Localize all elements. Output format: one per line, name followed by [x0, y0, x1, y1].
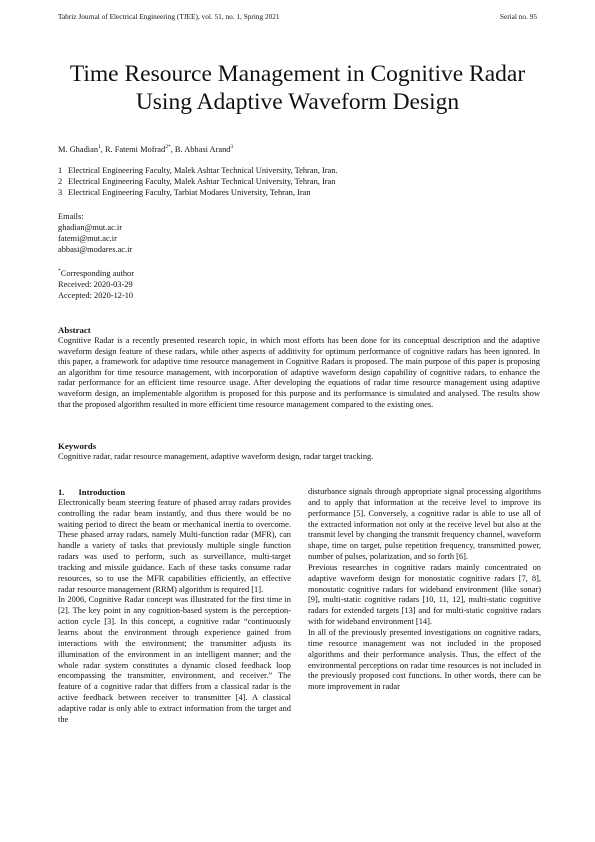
author-name: R. Fatemi Mofrad	[104, 144, 166, 154]
serial-number: Serial no. 95	[499, 12, 537, 21]
author-separator: ,	[170, 144, 175, 154]
keywords-heading: Keywords	[58, 441, 97, 451]
email-link[interactable]: fatemi@mut.ac.ir	[58, 234, 117, 243]
corresponding-label: Corresponding author	[60, 268, 135, 278]
left-column	[58, 487, 291, 726]
paper-title	[40, 60, 555, 116]
affiliation-text: Electrical Engineering Faculty, Tarbiat Modares University, Tehran, Iran	[68, 188, 311, 197]
author-affiliation-mark: 1	[98, 144, 101, 150]
affiliation-text: Electrical Engineering Faculty, Malek Ashtar Technical University, Tehran, Iran	[68, 177, 336, 186]
correspondence-info	[58, 266, 134, 301]
body-paragraph: In all of the previously presented investigations on cognitive radars, time resource management was not included in the proposed algorithms and their performance analysis. Thus, the effect of the environmental perceptions on radar time resources is not included in the previously proposed cost functions. In other words, there can be more improvement in radar	[308, 627, 541, 692]
section-title: Introduction	[78, 487, 126, 497]
email-label: Emails:	[58, 212, 84, 221]
received-date: Received: 2020-03-29	[58, 279, 133, 289]
affiliation-list	[58, 165, 538, 198]
body-paragraph: In 2006, Cognitive Radar concept was illustrated for the first time in [2]. The key point in any cognition-based system is the perception-action cycle [3]. In this concept, a cognitive radar “continuously learns about the environment through experience gained from interactions with the environment; the transmitter adjusts its illumination of the environment in an intelligent manner; and the whole radar system constitutes a dynamic closed feedback loop encompassing the transmitter, environment, and receiver.” The feature of a cognitive radar that differs from a classical radar is the active feedback between receiver to transmitter [4]. A classical adaptive radar is only able to extract information from the target and the	[58, 595, 291, 724]
corresponding-mark: *	[58, 268, 61, 274]
email-section	[58, 211, 132, 255]
corresponding-author-note	[58, 266, 134, 279]
email-link[interactable]: ghadian@mut.ac.ir	[58, 223, 122, 232]
title-line-1: Time Resource Management in Cognitive Radar	[69, 61, 526, 87]
right-column	[308, 487, 541, 693]
affiliation-item	[58, 176, 538, 187]
introduction-heading	[58, 487, 291, 498]
journal-header: Tabriz Journal of Electrical Engineering (TJEE), vol. 51, no. 1, Spring 2021	[58, 12, 280, 21]
affiliation-text: Electrical Engineering Faculty, Malek Ashtar Technical University, Tehran, Iran.	[68, 166, 338, 175]
affiliation-number: 2	[58, 177, 63, 186]
author-list	[58, 142, 233, 155]
keywords-text: Cognitive radar, radar resource management, adaptive waveform design, radar target tracking.	[58, 452, 374, 461]
abstract-section	[58, 325, 540, 410]
affiliation-item	[58, 165, 538, 176]
abstract-heading: Abstract	[58, 325, 91, 335]
abstract-text: Cognitive Radar is a recently presented research topic, in which most efforts has been done for its conceptual description and the adaptive waveform design feature of these radars, while other aspects of additivity for optimum performance of cognitive radars has been ignored. In this paper, a framework for adaptive time resource management in Cognitive Radars is proposed. The main purpose of this paper is proposing an algorithm for time resource management, with incorporation of adaptive waveform design capability of cognitive radars, to enhance the radar performance for an efficient time resource usage. After developing the equations of radar time resource management using adaptive waveform design, an implementable algorithm is proposed for this purpose and its performance is simulated and analysed. The results show that the proposed algorithm resulted in more efficient time resource management compared to the existing ones.	[58, 336, 540, 409]
keywords-section	[58, 441, 540, 463]
affiliation-item	[58, 187, 538, 198]
author-name: B. Abbasi Arand	[174, 144, 231, 154]
body-paragraph: Electronically beam steering feature of phased array radars provides controlling the radar beam instantly, and thus there would be no waiting period to direct the beam or mechanical inertia to overcome. These phased array radars, namely Multi-function radar (MFR), can handle a variety of tasks that previously multiple single function radars was used to perform, such as surveillance, multi-target tracking and missile guidance. Each of these tasks consume radar resources, so to use the MFR capabilities efficiently, an effective radar resource management (RRM) algorithm is required [1].	[58, 497, 291, 594]
affiliation-number: 1	[58, 166, 63, 175]
affiliation-number: 3	[58, 188, 63, 197]
accepted-date: Accepted: 2020-12-10	[58, 290, 134, 300]
author-separator: ,	[100, 144, 105, 154]
author-name: M. Ghadian	[58, 144, 99, 154]
title-line-2: Using Adaptive Waveform Design	[135, 89, 460, 115]
email-link[interactable]: abbasi@modares.ac.ir	[58, 245, 133, 254]
body-paragraph: Previous researches in cognitive radars mainly concentrated on adaptive waveform design for monostatic cognitive radars [7, 8], monostatic cognitive radars for wideband environment (like sonar) [9], multi-static cognitive radars [10, 11, 12], multi-static cognitive radars for extended targets [13] and for multi-static cognitive radars with for wideband environment [14].	[308, 562, 541, 627]
author-affiliation-mark: 2*	[165, 144, 171, 150]
author-affiliation-mark: 3	[230, 144, 234, 150]
body-paragraph: disturbance signals through appropriate signal processing algorithms and to apply that information at the receive level to improve its performance [5]. Conversely, a cognitive radar is able to use all of the extracted information not only at the receive level but also at the transmit level by changing the transmit frequency channel, waveform shape, time on target, pulse repetition frequency, transmitted power, number of pulses, polarization, and so forth [6].	[308, 487, 541, 562]
section-number: 1.	[58, 487, 65, 497]
